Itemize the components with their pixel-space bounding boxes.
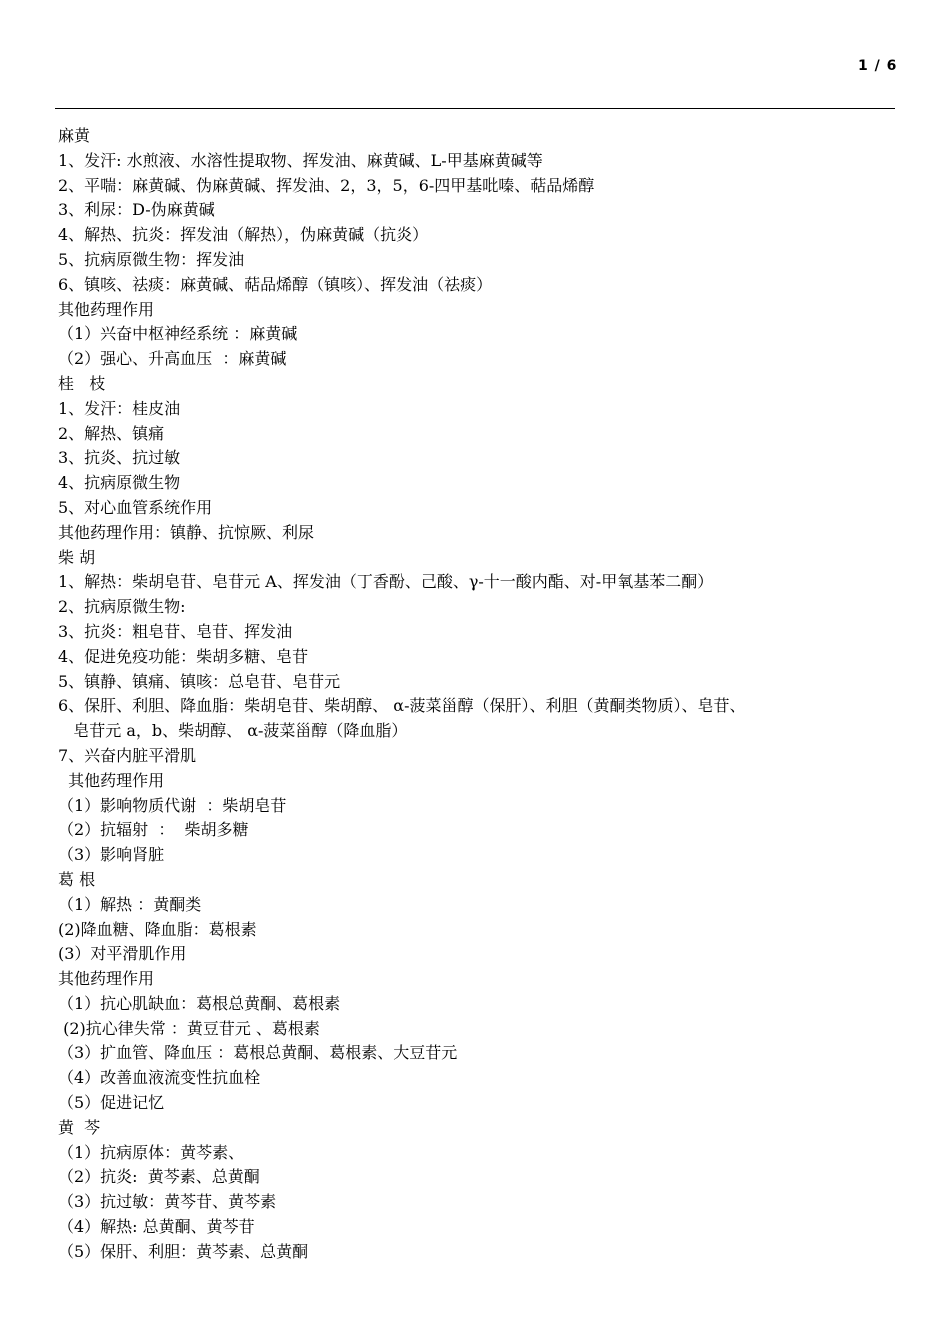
- text-line: 其他药理作用: [58, 770, 165, 790]
- text-line: 麻黄: [58, 126, 91, 145]
- text-line: （1）兴奋中枢神经系统 ：麻黄碱: [58, 324, 298, 344]
- text-line: （4）改善血液流变性抗血栓: [58, 1068, 261, 1088]
- text-line: 1、发汗：桂皮油: [58, 398, 181, 418]
- text-line: 其他药理作用: [58, 969, 155, 989]
- text-line: （5）保肝、利胆：黄芩素、总黄酮: [58, 1241, 309, 1261]
- text-line: 黄 芩: [58, 1117, 101, 1137]
- text-line: 5、对心血管系统作用: [58, 497, 213, 517]
- text-line: 其他药理作用：镇静、抗惊厥、利尿: [58, 522, 315, 542]
- text-line: 4、解热、抗炎：挥发油（解热），伪麻黄碱（抗炎）: [58, 225, 429, 245]
- text-line: 6、保肝、利胆、降血脂：柴胡皂苷、柴胡醇、 α-菠菜甾醇（保肝）、利胆（黄酮类物质）、皂苷、: [58, 696, 746, 716]
- text-line: 7、兴奋内脏平滑肌: [58, 745, 197, 765]
- text-line: （3）抗过敏：黄芩苷、黄芩素: [58, 1192, 277, 1212]
- header-rule: [55, 108, 895, 109]
- text-line: 1、解热：柴胡皂苷、皂苷元 A、挥发油（丁香酚、己酸、γ-十一酸内酯、对-甲氧基苯二酮）: [58, 572, 714, 592]
- text-line: 3、抗炎：粗皂苷、皂苷、挥发油: [58, 621, 293, 641]
- text-line: 4、促进免疫功能：柴胡多糖、皂苷: [58, 646, 309, 666]
- text-line: （5）促进记忆: [58, 1093, 165, 1113]
- text-line: （2）抗辐射 ： 柴胡多糖: [58, 820, 249, 840]
- text-line: 6、镇咳、祛痰：麻黄碱、萜品烯醇（镇咳）、挥发油（祛痰）: [58, 274, 493, 294]
- page-number: 1 / 6: [858, 58, 898, 74]
- text-line: （1）影响物质代谢 ：柴胡皂苷: [58, 795, 287, 815]
- text-line: （1）抗病原体：黄芩素、: [58, 1142, 245, 1162]
- text-line: (3）对平滑肌作用: [58, 944, 187, 964]
- text-line: （2）抗炎: 黄芩素、总黄酮: [58, 1167, 260, 1187]
- text-line: (2)抗心律失常 ：黄豆苷元 、葛根素: [58, 1018, 320, 1038]
- text-line: 桂 枝: [58, 373, 106, 393]
- text-line: 1、发汗: 水煎液、水溶性提取物、挥发油、麻黄碱、L-甲基麻黄碱等: [58, 150, 543, 170]
- text-line: (2)降血糖、降血脂：葛根素: [58, 919, 257, 939]
- text-line: 2、解热、镇痛: [58, 423, 165, 443]
- text-line: 4、抗病原微生物: [58, 473, 181, 493]
- text-line: 其他药理作用: [58, 299, 155, 319]
- document-body: [58, 124, 918, 1265]
- text-line: 5、抗病原微生物：挥发油: [58, 249, 245, 269]
- text-line: 3、抗炎、抗过敏: [58, 448, 181, 468]
- text-line: 2、抗病原微生物:: [58, 597, 186, 617]
- text-line: （1）抗心肌缺血：葛根总黄酮、葛根素: [58, 993, 341, 1013]
- text-line: （3）影响肾脏: [58, 845, 165, 865]
- text-line: 皂苷元 a，b、柴胡醇、 α-菠菜甾醇（降血脂）: [58, 721, 408, 741]
- text-line: （4）解热: 总黄酮、黄芩苷: [58, 1217, 255, 1237]
- text-line: （2）强心、升高血压 ：麻黄碱: [58, 349, 287, 369]
- text-line: 3、利尿：D-伪麻黄碱: [58, 200, 215, 220]
- text-line: 葛 根: [58, 869, 96, 889]
- text-line: 柴 胡: [58, 547, 96, 567]
- text-line: 2、平喘：麻黄碱、伪麻黄碱、挥发油、2，3，5，6-四甲基吡嗪、萜品烯醇: [58, 175, 595, 195]
- text-line: 5、镇静、镇痛、镇咳：总皂苷、皂苷元: [58, 671, 341, 691]
- text-line: （1）解热 ：黄酮类: [58, 894, 202, 914]
- text-line: （3）扩血管、降血压 ：葛根总黄酮、葛根素、大豆苷元: [58, 1043, 458, 1063]
